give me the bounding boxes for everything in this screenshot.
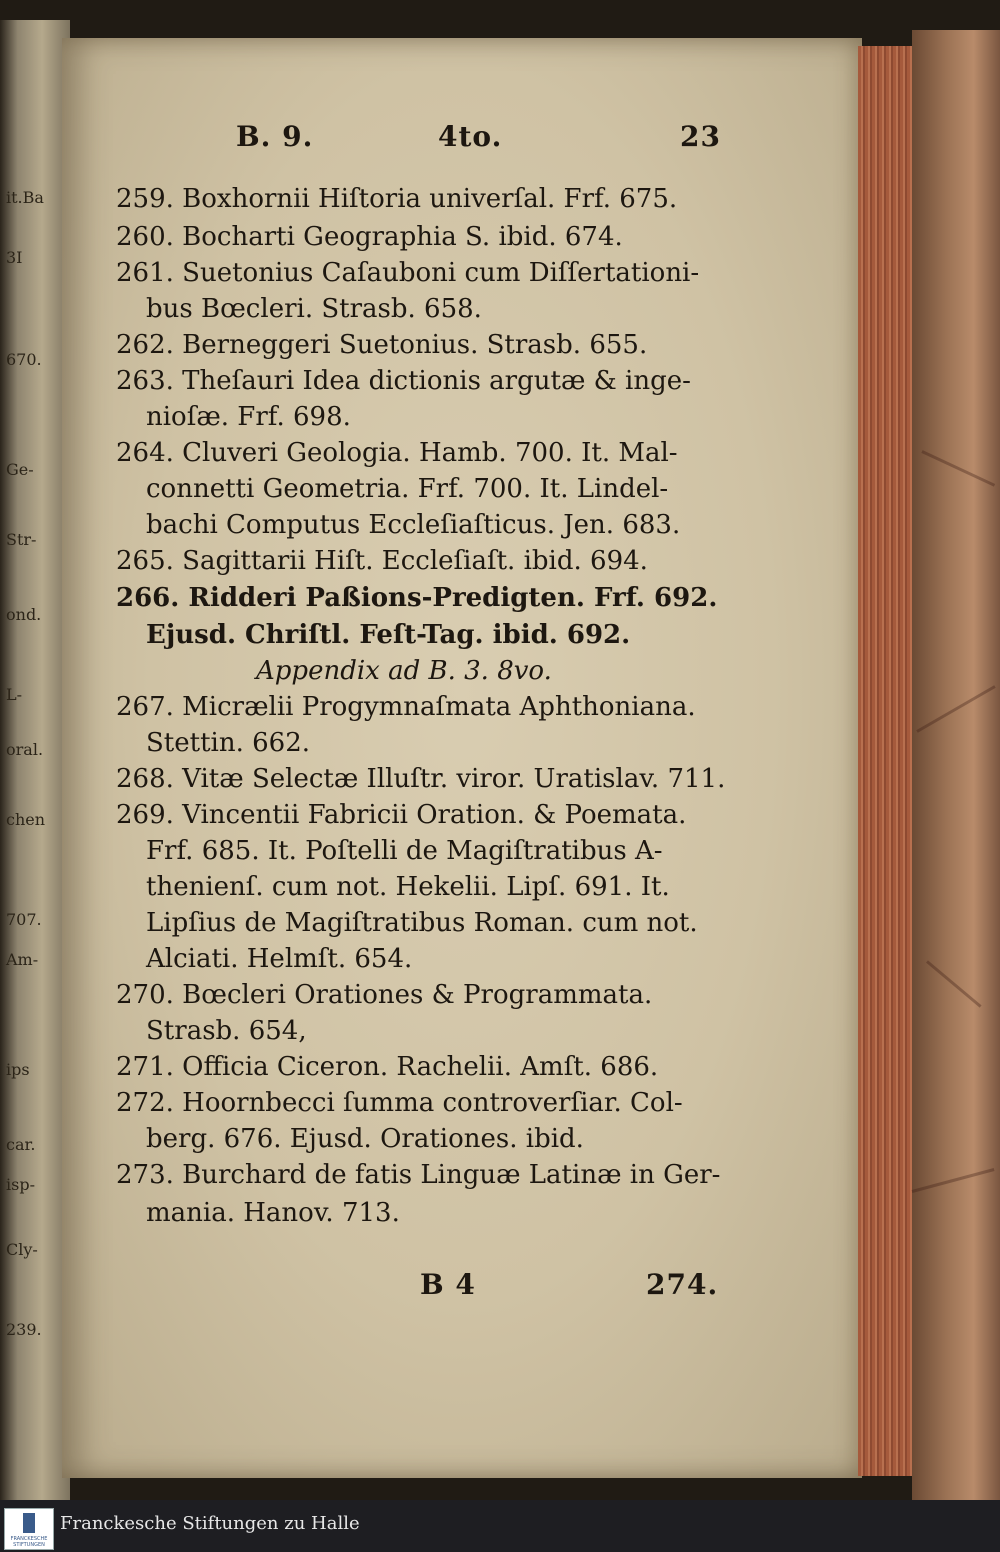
- margin-fragment: car.: [6, 1135, 36, 1154]
- margin-fragment: L-: [6, 685, 23, 704]
- catalog-line: 270. Bœcleri Orationes & Programmata.: [116, 980, 653, 1010]
- catalog-line: 263. Theſauri Idea dictionis argutæ & inge-: [116, 366, 691, 396]
- margin-fragment: Ge-: [6, 460, 34, 479]
- catchword: 274.: [646, 1268, 719, 1301]
- logo-caption: FRANCKESCHE STIFTUNGEN: [10, 1536, 48, 1548]
- catalog-line: 272. Hoornbecci ſumma controverſiar. Col-: [116, 1088, 683, 1118]
- institution-name: Franckesche Stiftungen zu Halle: [60, 1513, 360, 1534]
- margin-fragment: oral.: [6, 740, 44, 759]
- margin-fragment: Cly-: [6, 1240, 38, 1259]
- catalog-line: Frf. 685. It. Poſtelli de Magiſtratibus A-: [146, 836, 663, 866]
- signature-mark: B 4: [420, 1268, 476, 1301]
- catalog-line: 269. Vincentii Fabricii Oration. & Poemata.: [116, 800, 687, 830]
- catalog-line: bachi Computus Eccleſiaſticus. Jen. 683.: [146, 510, 681, 540]
- catalog-line: 271. Officia Ciceron. Rachelii. Amſt. 686.: [116, 1052, 659, 1082]
- footer-bar: [0, 1500, 1000, 1552]
- catalog-line: Strasb. 654,: [146, 1016, 307, 1046]
- margin-fragment: chen: [6, 810, 46, 829]
- margin-fragment: 670.: [6, 350, 42, 369]
- catalog-line: 268. Vitæ Selectæ Illuſtr. viror. Uratislav. 711.: [116, 764, 726, 794]
- margin-fragment: ips: [6, 1060, 30, 1079]
- catalog-line: 273. Burchard de fatis Linguæ Latinæ in Ger-: [116, 1160, 721, 1190]
- margin-fragment: it.Ba: [6, 188, 44, 207]
- appendix-heading: Appendix ad B. 3. 8vo.: [256, 656, 552, 686]
- institution-logo: [4, 1508, 54, 1550]
- catalog-line: 260. Bocharti Geographia S. ibid. 674.: [116, 222, 623, 252]
- catalog-line: mania. Hanov. 713.: [146, 1198, 400, 1228]
- margin-fragment: isp-: [6, 1175, 35, 1194]
- catalog-line: 265. Sagittarii Hiſt. Eccleſiaſt. ibid. 694.: [116, 546, 648, 576]
- catalog-line: Ejusd. Chriſtl. Feſt-Tag. ibid. 692.: [146, 620, 631, 650]
- margin-fragment: Str-: [6, 530, 37, 549]
- catalog-line: connetti Geometria. Frf. 700. It. Lindel-: [146, 474, 669, 504]
- catalog-line: nioſæ. Frf. 698.: [146, 402, 351, 432]
- margin-fragment: 707.: [6, 910, 42, 929]
- running-head-format: 4to.: [438, 120, 503, 153]
- catalog-line: 267. Micrælii Progymnaſmata Aphthoniana.: [116, 692, 696, 722]
- catalog-line: Lipſius de Magiſtratibus Roman. cum not.: [146, 908, 698, 938]
- page-number: 23: [680, 120, 721, 153]
- margin-fragment: 3I: [6, 248, 23, 267]
- margin-fragment: 239.: [6, 1320, 42, 1339]
- catalog-line: Alciati. Helmſt. 654.: [146, 944, 413, 974]
- running-head-section: B. 9.: [236, 120, 314, 153]
- catalog-line: bus Bœcleri. Strasb. 658.: [146, 294, 482, 324]
- catalog-line: Stettin. 662.: [146, 728, 311, 758]
- margin-fragment: ond.: [6, 605, 42, 624]
- catalog-line: 264. Cluveri Geologia. Hamb. 700. It. Mal-: [116, 438, 678, 468]
- catalog-line: 259. Boxhornii Hiſtoria univerſal. Frf. 675.: [116, 184, 678, 214]
- catalog-line: 266. Ridderi Paßions-Predigten. Frf. 692.: [116, 583, 718, 613]
- catalog-line: thenienſ. cum not. Hekelii. Lipſ. 691. It.: [146, 872, 670, 902]
- catalog-line: 262. Berneggeri Suetonius. Strasb. 655.: [116, 330, 648, 360]
- margin-fragment: Am-: [6, 950, 39, 969]
- catalog-line: 261. Suetonius Caſauboni cum Diſſertationi-: [116, 258, 700, 288]
- catalog-line: berg. 676. Ejusd. Orationes. ibid.: [146, 1124, 584, 1154]
